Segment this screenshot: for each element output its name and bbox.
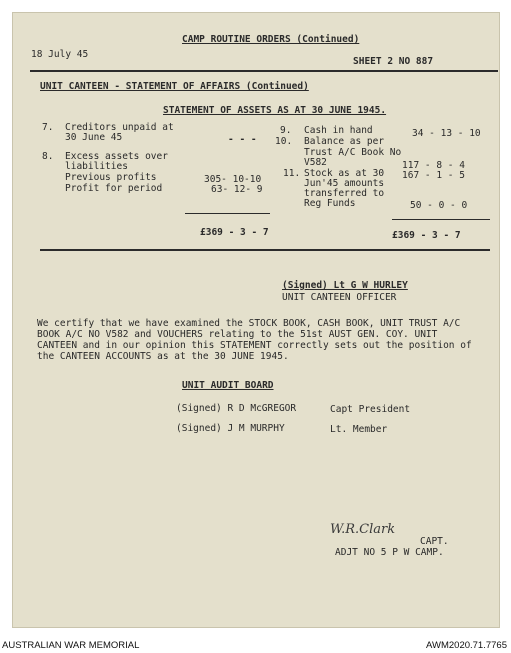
left-total-rule [185,213,270,214]
item7-dashes: - - - [228,134,257,145]
item11-line2: Jun'45 amounts [304,178,385,189]
item9-text: Cash in hand [304,125,373,136]
previous-profits-value: 305- 10-10 [204,174,262,185]
statement-title: STATEMENT OF ASSETS AS AT 30 JUNE 1945. [163,105,387,116]
item9-number: 9. [280,125,292,136]
officer-title: UNIT CANTEEN OFFICER [282,292,397,303]
item11-line3: transferred to [304,188,385,199]
signer2-name: (Signed) J M MURPHY [176,423,285,434]
orders-title: CAMP ROUTINE ORDERS (Continued) [182,34,360,45]
transfer-value: 50 - 0 - 0 [410,200,468,211]
document-date: 18 July 45 [31,49,89,60]
audit-board-heading: UNIT AUDIT BOARD [182,380,274,391]
item7-number: 7. [42,122,54,133]
signer1-name: (Signed) R D McGREGOR [176,403,297,414]
left-total: £369 - 3 - 7 [200,227,269,238]
capt-label: CAPT. [420,536,449,547]
item10-line2: Trust A/C Book No [304,147,402,158]
item8-line4: Profit for period [65,183,163,194]
item8-line3: Previous profits [65,172,157,183]
item11-line4: Reg Funds [304,198,356,209]
header-rule [30,70,498,72]
item10-line3: V582 [304,157,327,168]
certification-paragraph: We certify that we have examined the STOCK BOOK, CASH BOOK, UNIT TRUST A/C BOOK A/C NO V582 and VOUCHERS relating to the 51st AUST GEN. COY. UNIT CANTEEN and in our opinion this STATEMENT correctly sets out the position of the CANTEEN ACCOUNTS as at the 30 JUNE 1945. [37,318,472,362]
item10-value: 117 - 8 - 4 [402,160,465,171]
item8-line2: liabilities [65,161,128,172]
item10-number: 10. [275,136,293,147]
adjutant-title: ADJT NO 5 P W CAMP. [335,547,444,558]
item11-line1: Stock as at 30 [304,168,385,179]
right-total: £369 - 3 - 7 [392,230,461,241]
statement-bottom-rule [40,249,490,251]
item11-value: 167 - 1 - 5 [402,170,465,181]
footer-source: AUSTRALIAN WAR MEMORIAL [2,640,140,651]
section-title: UNIT CANTEEN - STATEMENT OF AFFAIRS (Continued) [40,81,309,92]
handwritten-signature: W.R.Clark [330,522,396,537]
item7-line2: 30 June 45 [65,132,123,143]
item7-line1: Creditors unpaid at [65,122,174,133]
signed-officer: (Signed) Lt G W HURLEY [282,280,408,291]
item9-value: 34 - 13 - 10 [412,128,481,139]
item10-line1: Balance as per [304,136,385,147]
item8-number: 8. [42,151,54,162]
signer2-role: Lt. Member [330,424,388,435]
sheet-number: SHEET 2 NO 887 [353,56,434,67]
profit-period-value: 63- 12- 9 [211,184,263,195]
signer1-role: Capt President [330,404,411,415]
footer-accession: AWM2020.71.7765 [426,640,507,651]
right-total-rule [392,219,490,220]
item11-number: 11. [283,168,301,179]
item8-line1: Excess assets over [65,151,168,162]
